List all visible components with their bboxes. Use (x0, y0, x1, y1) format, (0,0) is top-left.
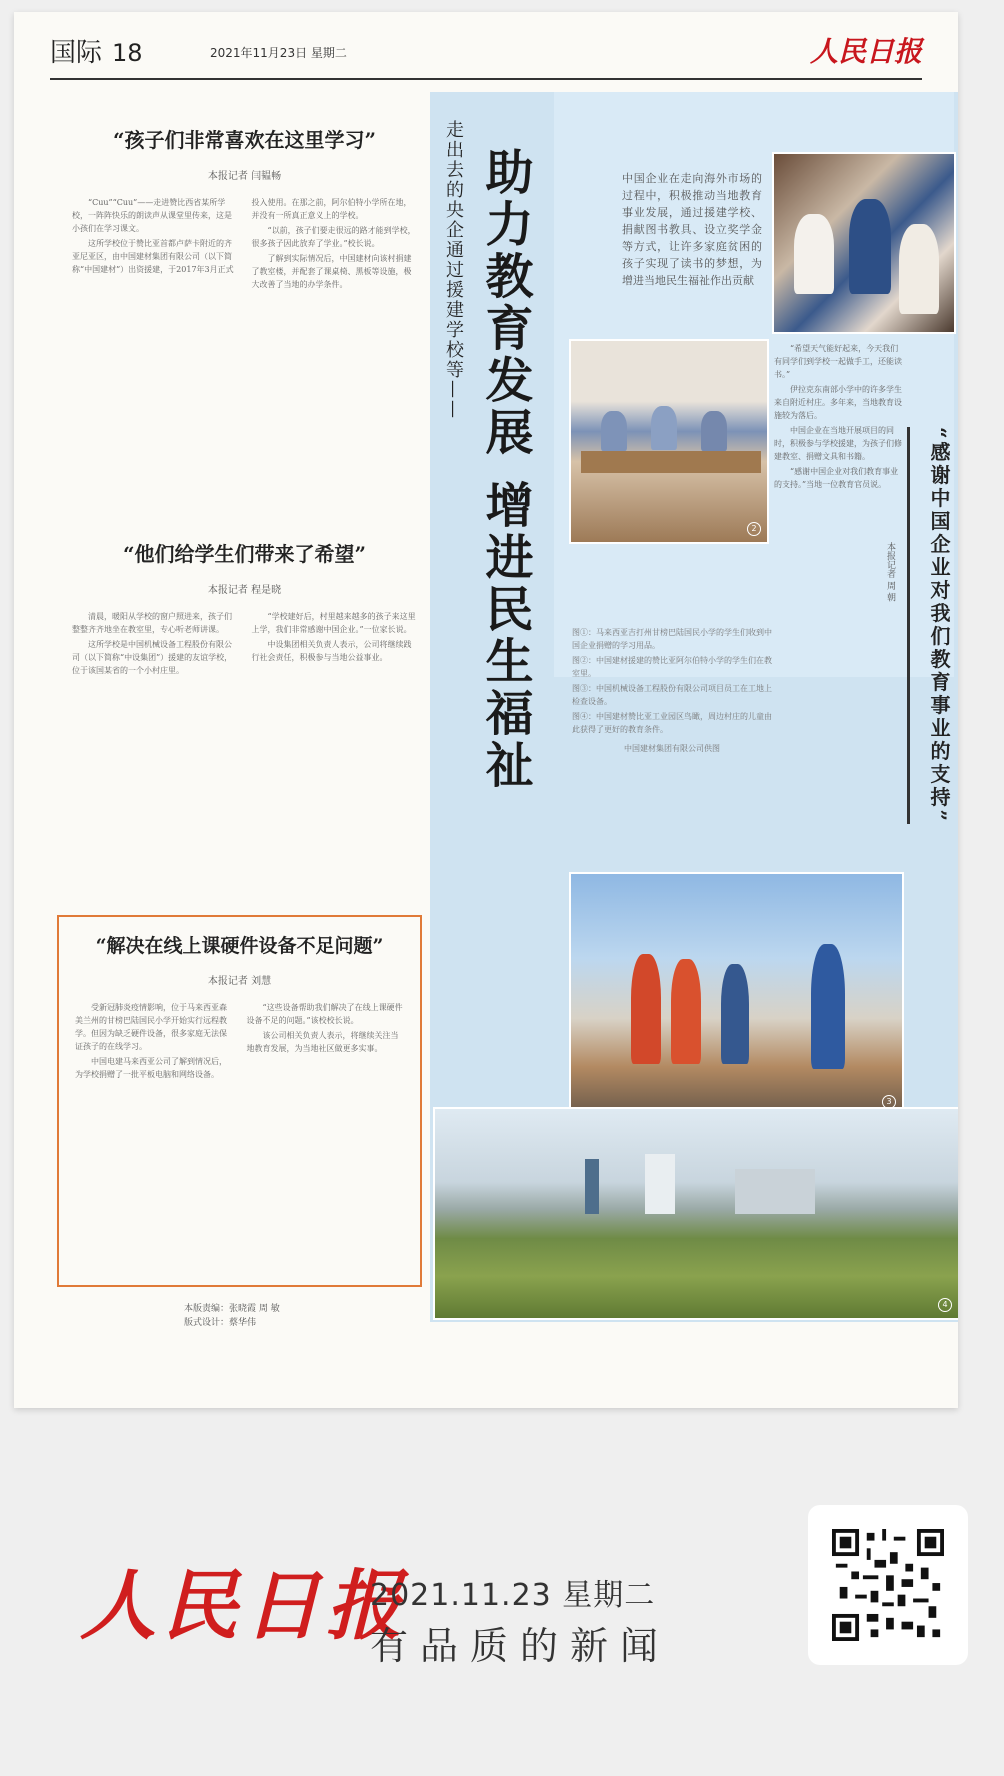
paragraph: 伊拉克东南部小学中的许多学生来自附近村庄。多年来，当地教育设施较为落后。 (774, 385, 902, 420)
paragraph: 这所学校位于赞比亚首都卢萨卡附近的齐亚尼亚区，由中国建材集团有限公司（以下简称“中国建材”）出资援建，于2017年3月正式投入使用。在那之前，阿尔伯特小学所在地，并没有一所真正意义上的学校。 (72, 198, 412, 274)
feature-kicker: 走出去的央企通过援建学校等—— (443, 120, 464, 420)
photo-classroom (569, 339, 769, 544)
article-headline: “解决在线上课硬件设备不足问题” (95, 935, 384, 957)
paragraph: 了解到实际情况后，中国建材向该村捐建了教室楼，并配套了课桌椅、黑板等设施，极大改善了当地的办学条件。 (251, 254, 412, 289)
silo-shape (645, 1154, 675, 1214)
side-article-body (774, 342, 902, 493)
page-number: 18 (112, 39, 143, 67)
article-byline: 本报记者 闫韫畅 (207, 171, 282, 182)
side-article-title: “感谢中国企业对我们教育事业的支持” (907, 427, 954, 824)
photo-number-badge: 4 (938, 1298, 952, 1312)
photo-credit: 中国建材集团有限公司供图 (624, 744, 720, 753)
article-body (72, 196, 417, 291)
caption: 图②：中国建材援建的赞比亚阿尔伯特小学的学生们在教室里。 (572, 656, 772, 678)
figure-shape (671, 959, 701, 1064)
figure-shape (811, 944, 845, 1069)
paragraph: “希望天气能好起来，今天我们有同学们到学校一起做手工，还能读书。” (774, 344, 902, 379)
masthead (50, 30, 922, 80)
paragraph: 中国电建马来西亚公司了解到情况后，为学校捐赠了一批平板电脑和网络设备。 (75, 1057, 227, 1079)
side-article-byline: 本报记者 周 朝 (885, 542, 895, 602)
paragraph: 该公司相关负责人表示，将继续关注当地教育发展，为当地社区做更多实事。 (246, 1031, 399, 1053)
paper-logo: 人民日报 (809, 35, 922, 68)
section-name (50, 32, 143, 69)
paragraph: “感谢中国企业对我们教育事业的支持。”当地一位教育官员说。 (774, 467, 899, 489)
paragraph: 清晨，暖阳从学校的窗户照进来，孩子们整整齐齐地坐在教室里，专心听老师讲课。 (72, 612, 232, 634)
qr-code-icon (832, 1529, 944, 1641)
figure-shape (701, 411, 727, 451)
caption: 图①：马来西亚吉打州甘榜巴陆国民小学的学生们收到中国企业捐赠的学习用品。 (572, 628, 772, 650)
plant-shape (735, 1169, 815, 1214)
feature-title: 助力教育发展 增进民生福祉 (477, 147, 533, 792)
paragraph: 中国企业在当地开展项目的同时，积极参与学校援建，为孩子们修建教室、捐赠文具和书籍。 (774, 426, 902, 461)
photo-workers (569, 872, 904, 1117)
figure-shape (794, 214, 834, 294)
photo-number-badge: 2 (747, 522, 761, 536)
article-byline: 本报记者 程是晓 (207, 585, 282, 596)
paragraph: “Cuu”“Cuu”——走进赞比西省某所学校，一阵阵快乐的朗读声从课堂里传来，这是小孩们在学习课文。 (72, 198, 232, 233)
footer-date: 2021.11.23 星期二 (370, 1578, 656, 1613)
paragraph: 这所学校是中国机械设备工程股份有限公司（以下简称“中设集团”）援建的友谊学校，位于该国某省的一个小村庄里。 (72, 640, 233, 675)
figure-shape (721, 964, 749, 1064)
paragraph: “以前，孩子们要走很远的路才能到学校，很多孩子因此放弃了学业。”校长说。 (251, 226, 416, 248)
footer-slogan: 有品质的新闻 (370, 1624, 671, 1668)
desk-shape (581, 451, 761, 473)
figure-shape (651, 406, 677, 450)
article-3-highlighted (57, 915, 422, 1287)
photo-captions (572, 626, 772, 757)
paragraph: 受新冠肺炎疫情影响，位于马来西亚森美兰州的甘榜巴陆国民小学开始实行远程教学。但因为缺乏硬件设备，很多家庭无法保证孩子的在线学习。 (75, 1003, 227, 1051)
feature-intro: 中国企业在走向海外市场的过程中，积极推动当地教育事业发展，通过援建学校、捐献图书教具、设立奖学金等方式，让许多家庭贫困的孩子实现了读书的梦想，为增进当地民生福祉作出贡献 (622, 172, 762, 287)
figure-shape (899, 224, 939, 314)
article-headline: “孩子们非常喜欢在这里学习” (112, 128, 376, 152)
article-body (75, 1001, 404, 1081)
figure-shape (849, 199, 891, 294)
newspaper-page (14, 12, 958, 1408)
footer-logo: 人民日报 (80, 1561, 408, 1650)
paragraph: 中设集团相关负责人表示，公司将继续践行社会责任，积极参与当地公益事业。 (251, 640, 412, 662)
editor-credit: 本版责编：张晓霞 周 敏 版式设计：蔡华伟 (184, 1304, 280, 1328)
issue-date: 2021年11月23日 星期二 (210, 46, 347, 60)
article-body (72, 610, 417, 677)
article-1 (72, 124, 417, 514)
photo-schoolchildren (772, 152, 956, 334)
article-2 (72, 538, 417, 898)
article-headline: “他们给学生们带来了希望” (122, 542, 366, 566)
section-label: 国际 (50, 38, 103, 68)
figure-shape (631, 954, 661, 1064)
tower-shape (585, 1159, 599, 1214)
article-byline: 本报记者 刘慧 (207, 976, 272, 987)
paragraph: “学校建好后，村里越来越多的孩子来这里上学，我们非常感谢中国企业。”一位家长说。 (251, 612, 416, 634)
qr-code[interactable] (808, 1505, 968, 1665)
caption: 图③：中国机械设备工程股份有限公司项目员工在工地上检查设备。 (572, 684, 772, 706)
figure-shape (601, 411, 627, 451)
caption: 图④：中国建材赞比亚工业园区鸟瞰，周边村庄的儿童由此获得了更好的教育条件。 (572, 712, 772, 734)
photo-number-badge: 3 (882, 1095, 896, 1109)
photo-industrial-park (433, 1107, 958, 1320)
paragraph: “这些设备帮助我们解决了在线上课硬件设备不足的问题。”该校校长说。 (246, 1003, 403, 1025)
